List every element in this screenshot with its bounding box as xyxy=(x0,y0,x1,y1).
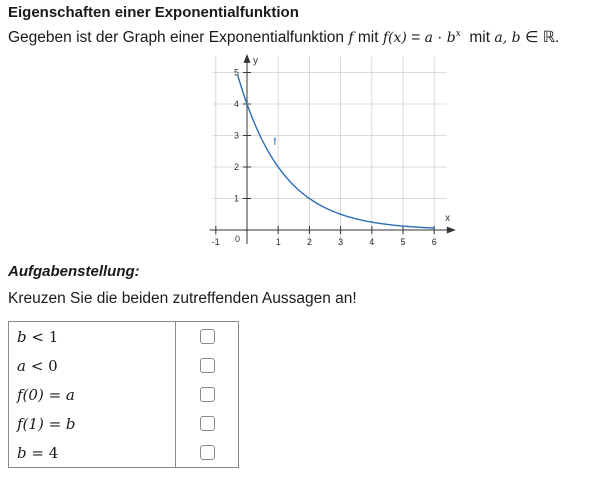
task-heading: Aufgabenstellung: xyxy=(8,263,140,280)
option-row xyxy=(9,322,239,352)
page-title: Eigenschaften einer Exponentialfunktion xyxy=(8,4,299,21)
y-tick-label: 5 xyxy=(233,67,239,78)
y-tick-label: 3 xyxy=(233,130,239,141)
option-checkbox-cell xyxy=(176,438,239,468)
x-axis-label: x xyxy=(445,213,451,224)
x-tick-label: -1 xyxy=(211,237,220,247)
statement-operator: = xyxy=(43,414,66,433)
option-checkbox[interactable] xyxy=(200,416,215,431)
y-tick-label: 2 xyxy=(233,162,239,172)
formula-dot: · xyxy=(437,29,443,46)
grid xyxy=(213,57,447,246)
params: a, b xyxy=(494,30,521,46)
option-row xyxy=(9,380,239,409)
origin-label: 0 xyxy=(234,234,240,244)
y-tick-label: 4 xyxy=(233,99,239,109)
statement-rhs: 1 xyxy=(48,327,59,346)
formula-exponent: x xyxy=(455,28,461,39)
answer-table xyxy=(8,321,239,468)
option-checkbox-cell xyxy=(176,322,239,352)
y-axis-arrow xyxy=(244,54,251,63)
formula-lhs: f(x) xyxy=(382,30,407,46)
x-axis-arrow xyxy=(447,227,456,234)
statement-rhs: b xyxy=(65,414,76,433)
statement-rhs: 4 xyxy=(48,443,59,462)
option-statement xyxy=(9,322,176,352)
x-tick-label: 6 xyxy=(431,237,437,247)
statement-operator: < xyxy=(26,327,49,346)
statement-lhs: a xyxy=(17,356,26,375)
option-row xyxy=(9,438,239,468)
statement-rhs: 0 xyxy=(48,356,58,375)
intro-text xyxy=(8,28,559,47)
statement-operator: = xyxy=(43,385,66,404)
statement-lhs: b xyxy=(17,327,27,346)
y-tick-label: 1 xyxy=(233,193,239,204)
x-tick-label: 2 xyxy=(306,237,312,247)
intro-mit: mit xyxy=(357,29,379,46)
statement-operator: = xyxy=(26,443,49,462)
intro-sentence: Gegeben ist der Graph einer Exponentialfunktion xyxy=(8,29,345,46)
intro-mit-2: mit xyxy=(469,29,491,46)
formula-eq: = xyxy=(411,29,421,46)
option-statement xyxy=(9,409,176,438)
statement-lhs: f(1) xyxy=(17,414,44,433)
formula-a: a xyxy=(424,30,433,46)
option-checkbox[interactable] xyxy=(200,329,215,344)
x-tick-label: 3 xyxy=(338,237,344,247)
function-name: f xyxy=(348,30,354,46)
option-checkbox[interactable] xyxy=(200,387,215,402)
option-checkbox-cell xyxy=(176,380,239,409)
option-checkbox[interactable] xyxy=(200,445,215,460)
option-statement xyxy=(9,351,176,380)
x-tick-label: 5 xyxy=(400,237,406,247)
option-checkbox[interactable] xyxy=(200,358,215,373)
x-tick-label: 4 xyxy=(369,237,375,247)
task-text: Kreuzen Sie die beiden zutreffenden Aussagen an! xyxy=(8,290,357,307)
real-set: ℝ. xyxy=(542,29,560,46)
x-tick-label: 1 xyxy=(275,237,281,247)
curve-f xyxy=(238,75,435,228)
option-checkbox-cell xyxy=(176,409,239,438)
y-axis-label: y xyxy=(253,55,258,67)
option-statement xyxy=(9,380,176,409)
option-checkbox-cell xyxy=(176,351,239,380)
series-label: f xyxy=(273,136,277,148)
option-row xyxy=(9,409,239,438)
statement-lhs: f(0) xyxy=(17,385,44,404)
function-graph xyxy=(195,52,460,252)
formula-b: b xyxy=(446,30,456,46)
option-statement xyxy=(9,438,176,468)
element-of: ∈ xyxy=(524,29,539,46)
statement-rhs: a xyxy=(65,385,75,404)
statement-lhs: b xyxy=(17,443,27,462)
option-row xyxy=(9,351,239,380)
statement-operator: < xyxy=(25,356,49,375)
